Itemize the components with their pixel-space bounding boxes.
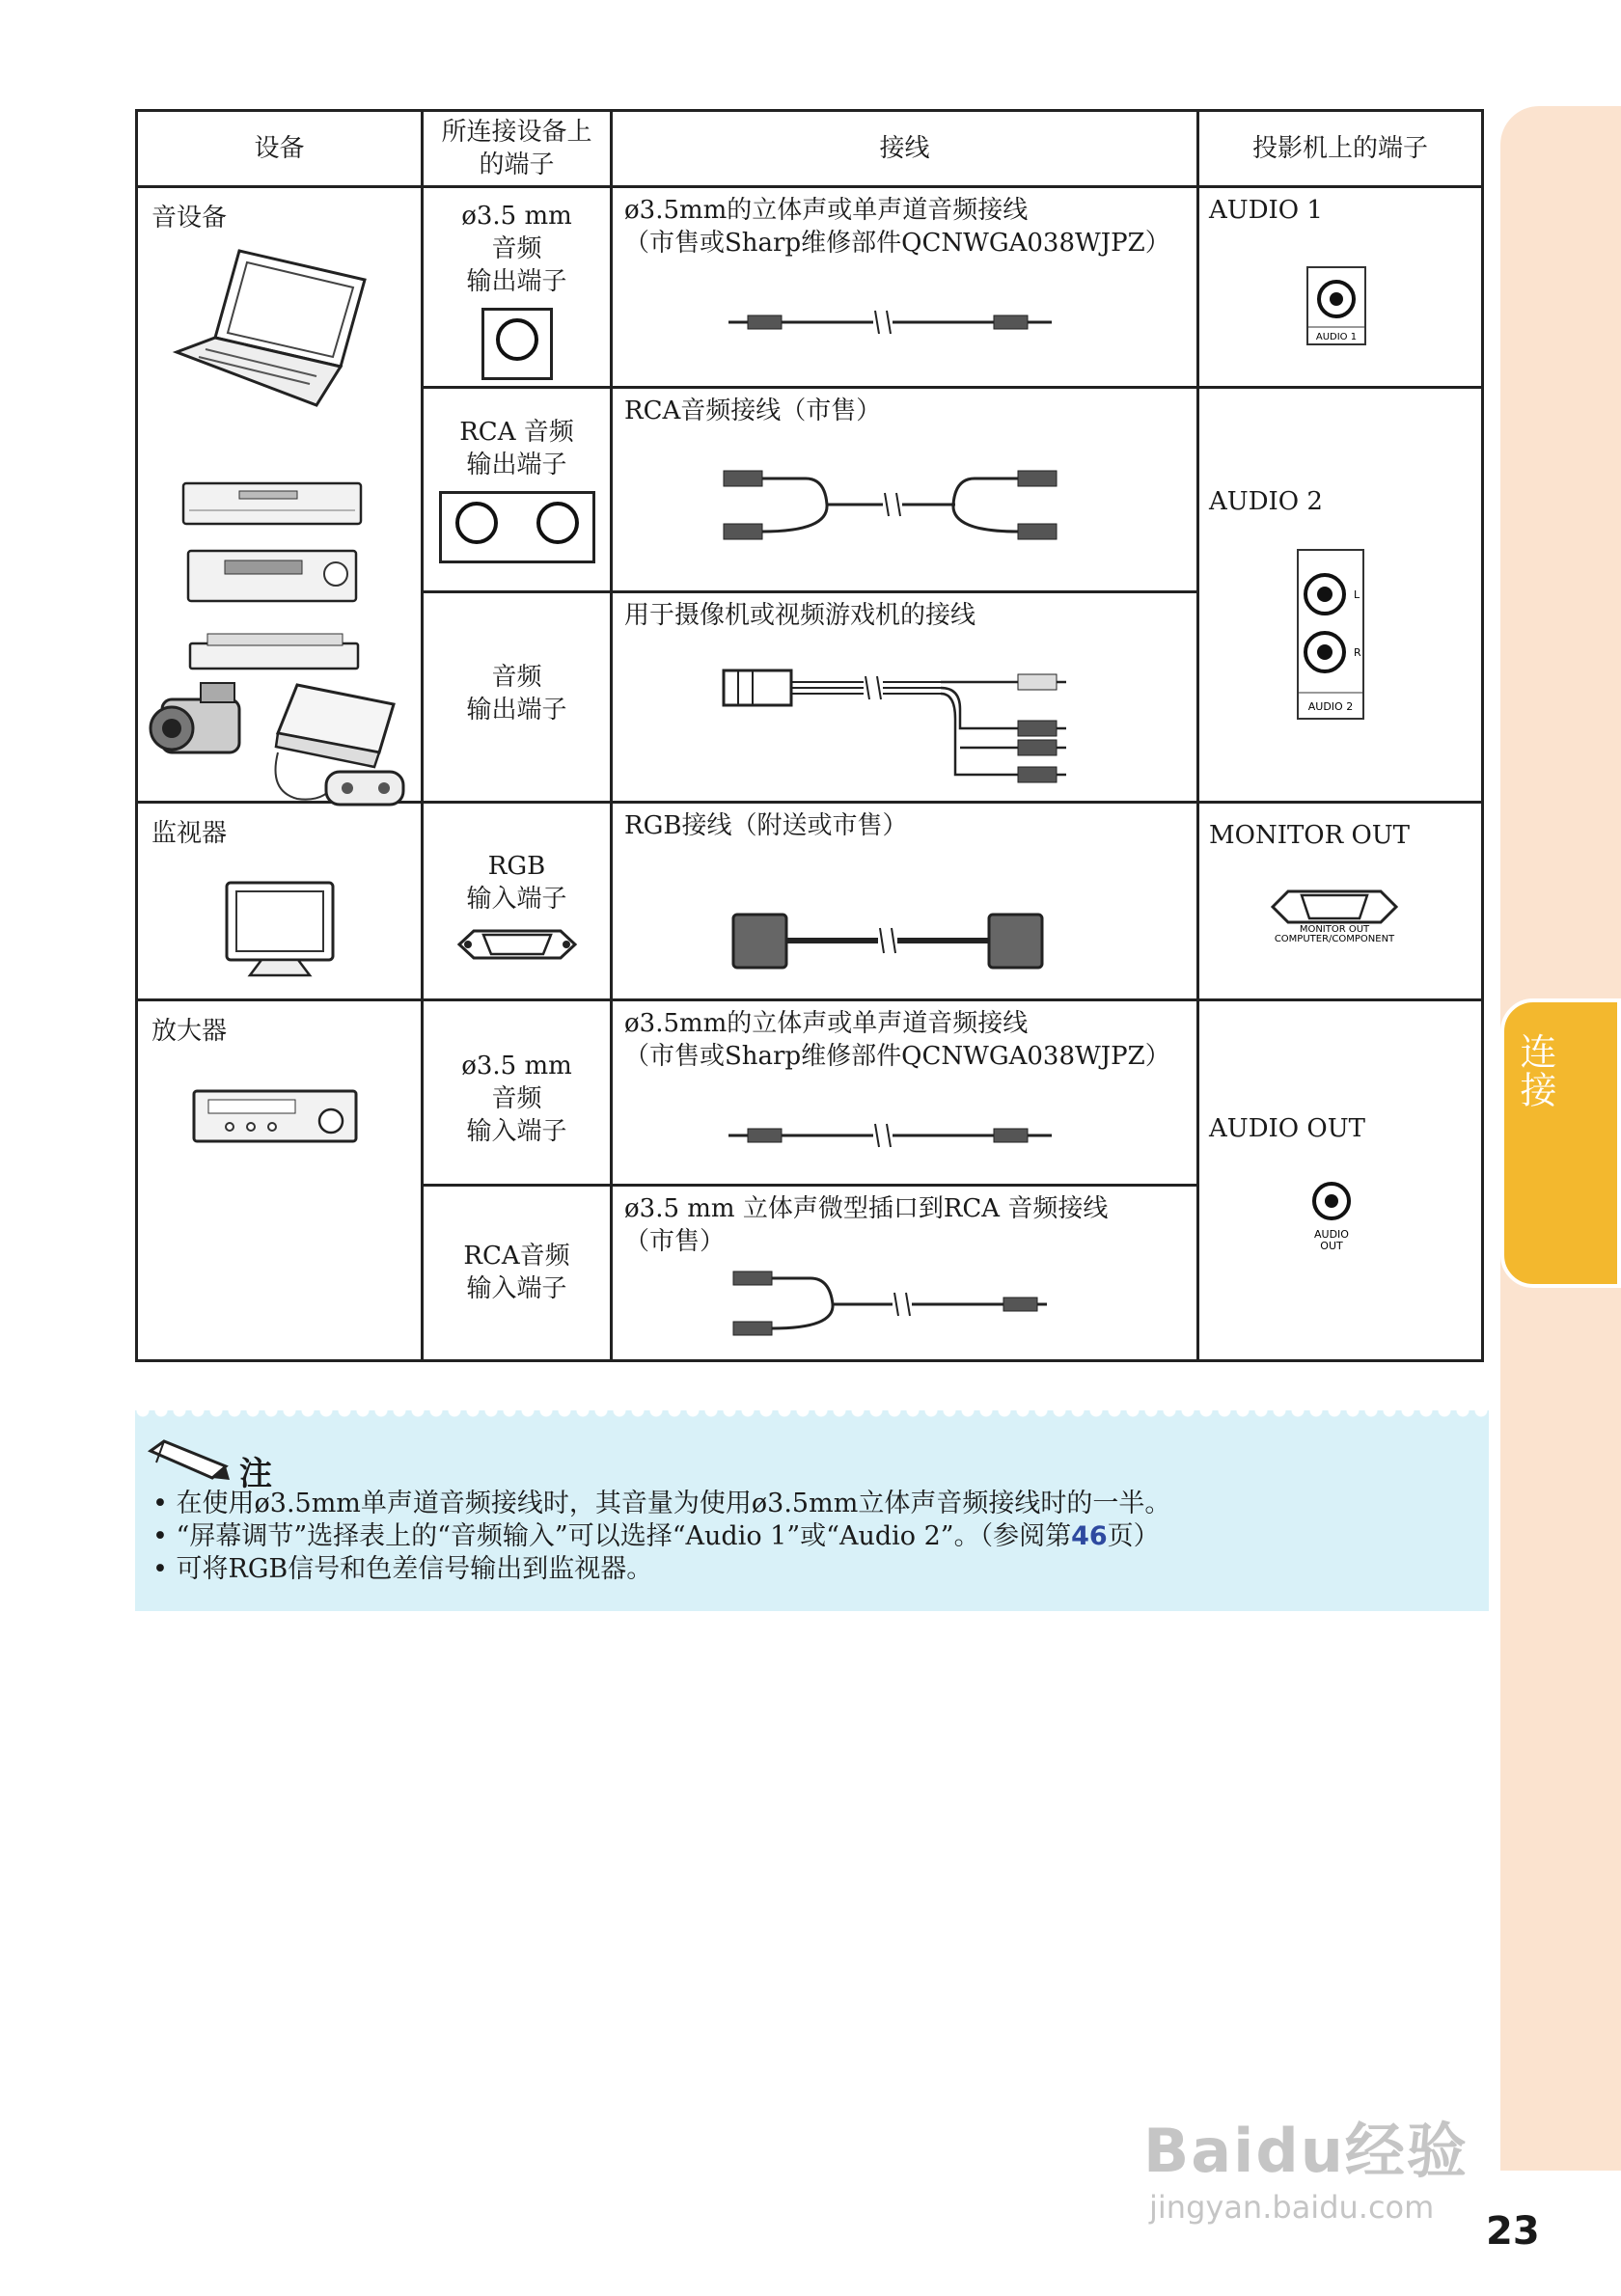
port-text: RCA 音频 输出端子 xyxy=(459,418,574,479)
monitor-icon xyxy=(223,879,339,980)
header-device: 设备 xyxy=(137,111,423,187)
amplifier-icon xyxy=(191,1088,360,1146)
port-cell xyxy=(423,1000,612,1186)
port-text: ø3.5 mm 音频 输入端子 xyxy=(461,1052,572,1146)
table-row xyxy=(137,1000,1483,1186)
device-label: 监视器 xyxy=(151,819,228,848)
projector-port-label: AUDIO OUT xyxy=(1209,1114,1365,1143)
projector-port-label: AUDIO 1 xyxy=(1209,196,1323,225)
note-item: • “屏幕调节”选择表上的“音频输入”可以选择“Audio 1”或“Audio 2”。（参阅第46页） xyxy=(152,1521,1160,1551)
rgb-cable-icon xyxy=(728,905,1047,977)
left-channel-label: L xyxy=(1354,588,1360,601)
note-item: • 可将RGB信号和色差信号输出到监视器。 xyxy=(152,1554,653,1584)
projector-port-cell xyxy=(1198,803,1483,1000)
cable-cell xyxy=(612,803,1198,1000)
pencil-icon xyxy=(145,1437,232,1484)
cable-text: ø3.5 mm 立体声微型插口到RCA 音频接线 （市售） xyxy=(624,1194,1109,1256)
device-cell-audio xyxy=(137,187,423,803)
laptop-icon xyxy=(172,241,379,410)
cable-cell xyxy=(612,388,1198,592)
table-row xyxy=(137,187,1483,388)
header-projector-port: 投影机上的端子 xyxy=(1198,111,1483,187)
note-item-text: “屏幕调节”选择表上的“音频输入”可以选择“Audio 1”或“Audio 2”。（参阅第 xyxy=(176,1521,1072,1551)
note-list xyxy=(145,1488,1476,1586)
table-row xyxy=(137,803,1483,1000)
cable-cell xyxy=(612,1186,1198,1361)
game-console-icon xyxy=(259,675,418,810)
port-text: RCA音频 输入端子 xyxy=(463,1242,570,1303)
watermark-main: Baidu经验 xyxy=(1143,2116,1469,2186)
cable-text: RCA音频接线（市售） xyxy=(624,396,882,425)
note-item-suffix: 页） xyxy=(1107,1521,1160,1551)
audio2-panel-text: AUDIO 2 xyxy=(1307,700,1354,713)
header-port xyxy=(423,111,612,187)
port-cell xyxy=(423,592,612,803)
jack-icon xyxy=(455,502,498,544)
watermark xyxy=(1143,2103,1469,2226)
monitor-out-panel-subtext: COMPUTER/COMPONENT xyxy=(1274,934,1395,943)
cable-cell xyxy=(612,187,1198,388)
note-item-text: 在使用ø3.5mm单声道音频接线时，其音量为使用ø3.5mm立体声音频接线时的一半。 xyxy=(176,1489,1171,1518)
mini-jack-cable-icon xyxy=(728,1122,1052,1149)
projector-port-cell xyxy=(1198,187,1483,388)
av-cable-icon xyxy=(719,661,1066,786)
note-item-text: 可将RGB信号和色差信号输出到监视器。 xyxy=(176,1554,653,1584)
device-cell-amplifier xyxy=(137,1000,423,1361)
projector-port-label: MONITOR OUT xyxy=(1209,821,1411,850)
audio-out-panel-icon xyxy=(1307,1180,1356,1257)
port-text: 音频 输出端子 xyxy=(466,663,567,724)
device-cell-monitor xyxy=(137,803,423,1000)
connection-table xyxy=(135,109,1484,1362)
dvd-player-icon xyxy=(181,478,365,528)
page-number: 23 xyxy=(1486,2209,1540,2254)
cable-text: 用于摄像机或视频游戏机的接线 xyxy=(624,601,976,630)
vga-port-icon xyxy=(454,925,580,964)
audio2-panel-icon xyxy=(1296,548,1365,722)
cable-cell xyxy=(612,592,1198,803)
port-cell xyxy=(423,1186,612,1361)
port-text: RGB 输入端子 xyxy=(466,852,567,914)
header-cable: 接线 xyxy=(612,111,1198,187)
note-dots xyxy=(135,1410,1489,1424)
note-title: 注 xyxy=(239,1455,272,1493)
cable-text: ø3.5mm的立体声或单声道音频接线 （市售或Sharp维修部件QCNWGA038WJPZ） xyxy=(624,196,1170,258)
tuner-icon xyxy=(188,630,362,672)
note-item: • 在使用ø3.5mm单声道音频接线时，其音量为使用ø3.5mm立体声音频接线时的一半。 xyxy=(152,1489,1171,1518)
projector-port-label: AUDIO 2 xyxy=(1209,487,1323,516)
audio-out-panel-subtext: OUT xyxy=(1320,1240,1343,1252)
header-port-text: 所连接设备上的端子 xyxy=(441,118,592,179)
port-text: ø3.5 mm 音频 输出端子 xyxy=(461,202,572,296)
port-cell xyxy=(423,803,612,1000)
audio1-panel-icon xyxy=(1305,265,1368,347)
note-box xyxy=(135,1410,1489,1611)
jack-icon xyxy=(496,318,538,361)
vcr-icon xyxy=(186,547,360,605)
cable-cell xyxy=(612,1000,1198,1186)
audio-out-panel-text: AUDIO xyxy=(1314,1228,1349,1241)
rca-cable-icon xyxy=(719,456,1061,558)
camcorder-icon xyxy=(143,675,254,777)
cable-text: RGB接线（附送或市售） xyxy=(624,811,908,840)
mini-jack-cable-icon xyxy=(728,309,1052,336)
section-tab-label: 连接 xyxy=(1514,1032,1556,1109)
audio1-panel-text: AUDIO 1 xyxy=(1315,332,1358,342)
table-header-row xyxy=(137,111,1483,187)
right-channel-label: R xyxy=(1354,646,1361,659)
jack-icon xyxy=(536,502,579,544)
projector-port-cell xyxy=(1198,1000,1483,1361)
mini-to-rca-cable-icon xyxy=(728,1262,1057,1349)
monitor-out-panel-icon xyxy=(1267,886,1402,943)
projector-port-cell xyxy=(1198,388,1483,803)
rca-jack-pair xyxy=(439,491,595,563)
device-label: 放大器 xyxy=(151,1017,228,1046)
port-cell xyxy=(423,388,612,592)
page-ref-link[interactable]: 46 xyxy=(1071,1521,1108,1551)
device-label: 音设备 xyxy=(151,204,228,232)
monitor-out-panel-text: MONITOR OUT xyxy=(1299,924,1370,935)
watermark-sub: jingyan.baidu.com xyxy=(1149,2189,1435,2226)
port-cell xyxy=(423,187,612,388)
mini-jack-port xyxy=(481,308,553,380)
cable-text: ø3.5mm的立体声或单声道音频接线 （市售或Sharp维修部件QCNWGA038WJPZ） xyxy=(624,1009,1170,1071)
